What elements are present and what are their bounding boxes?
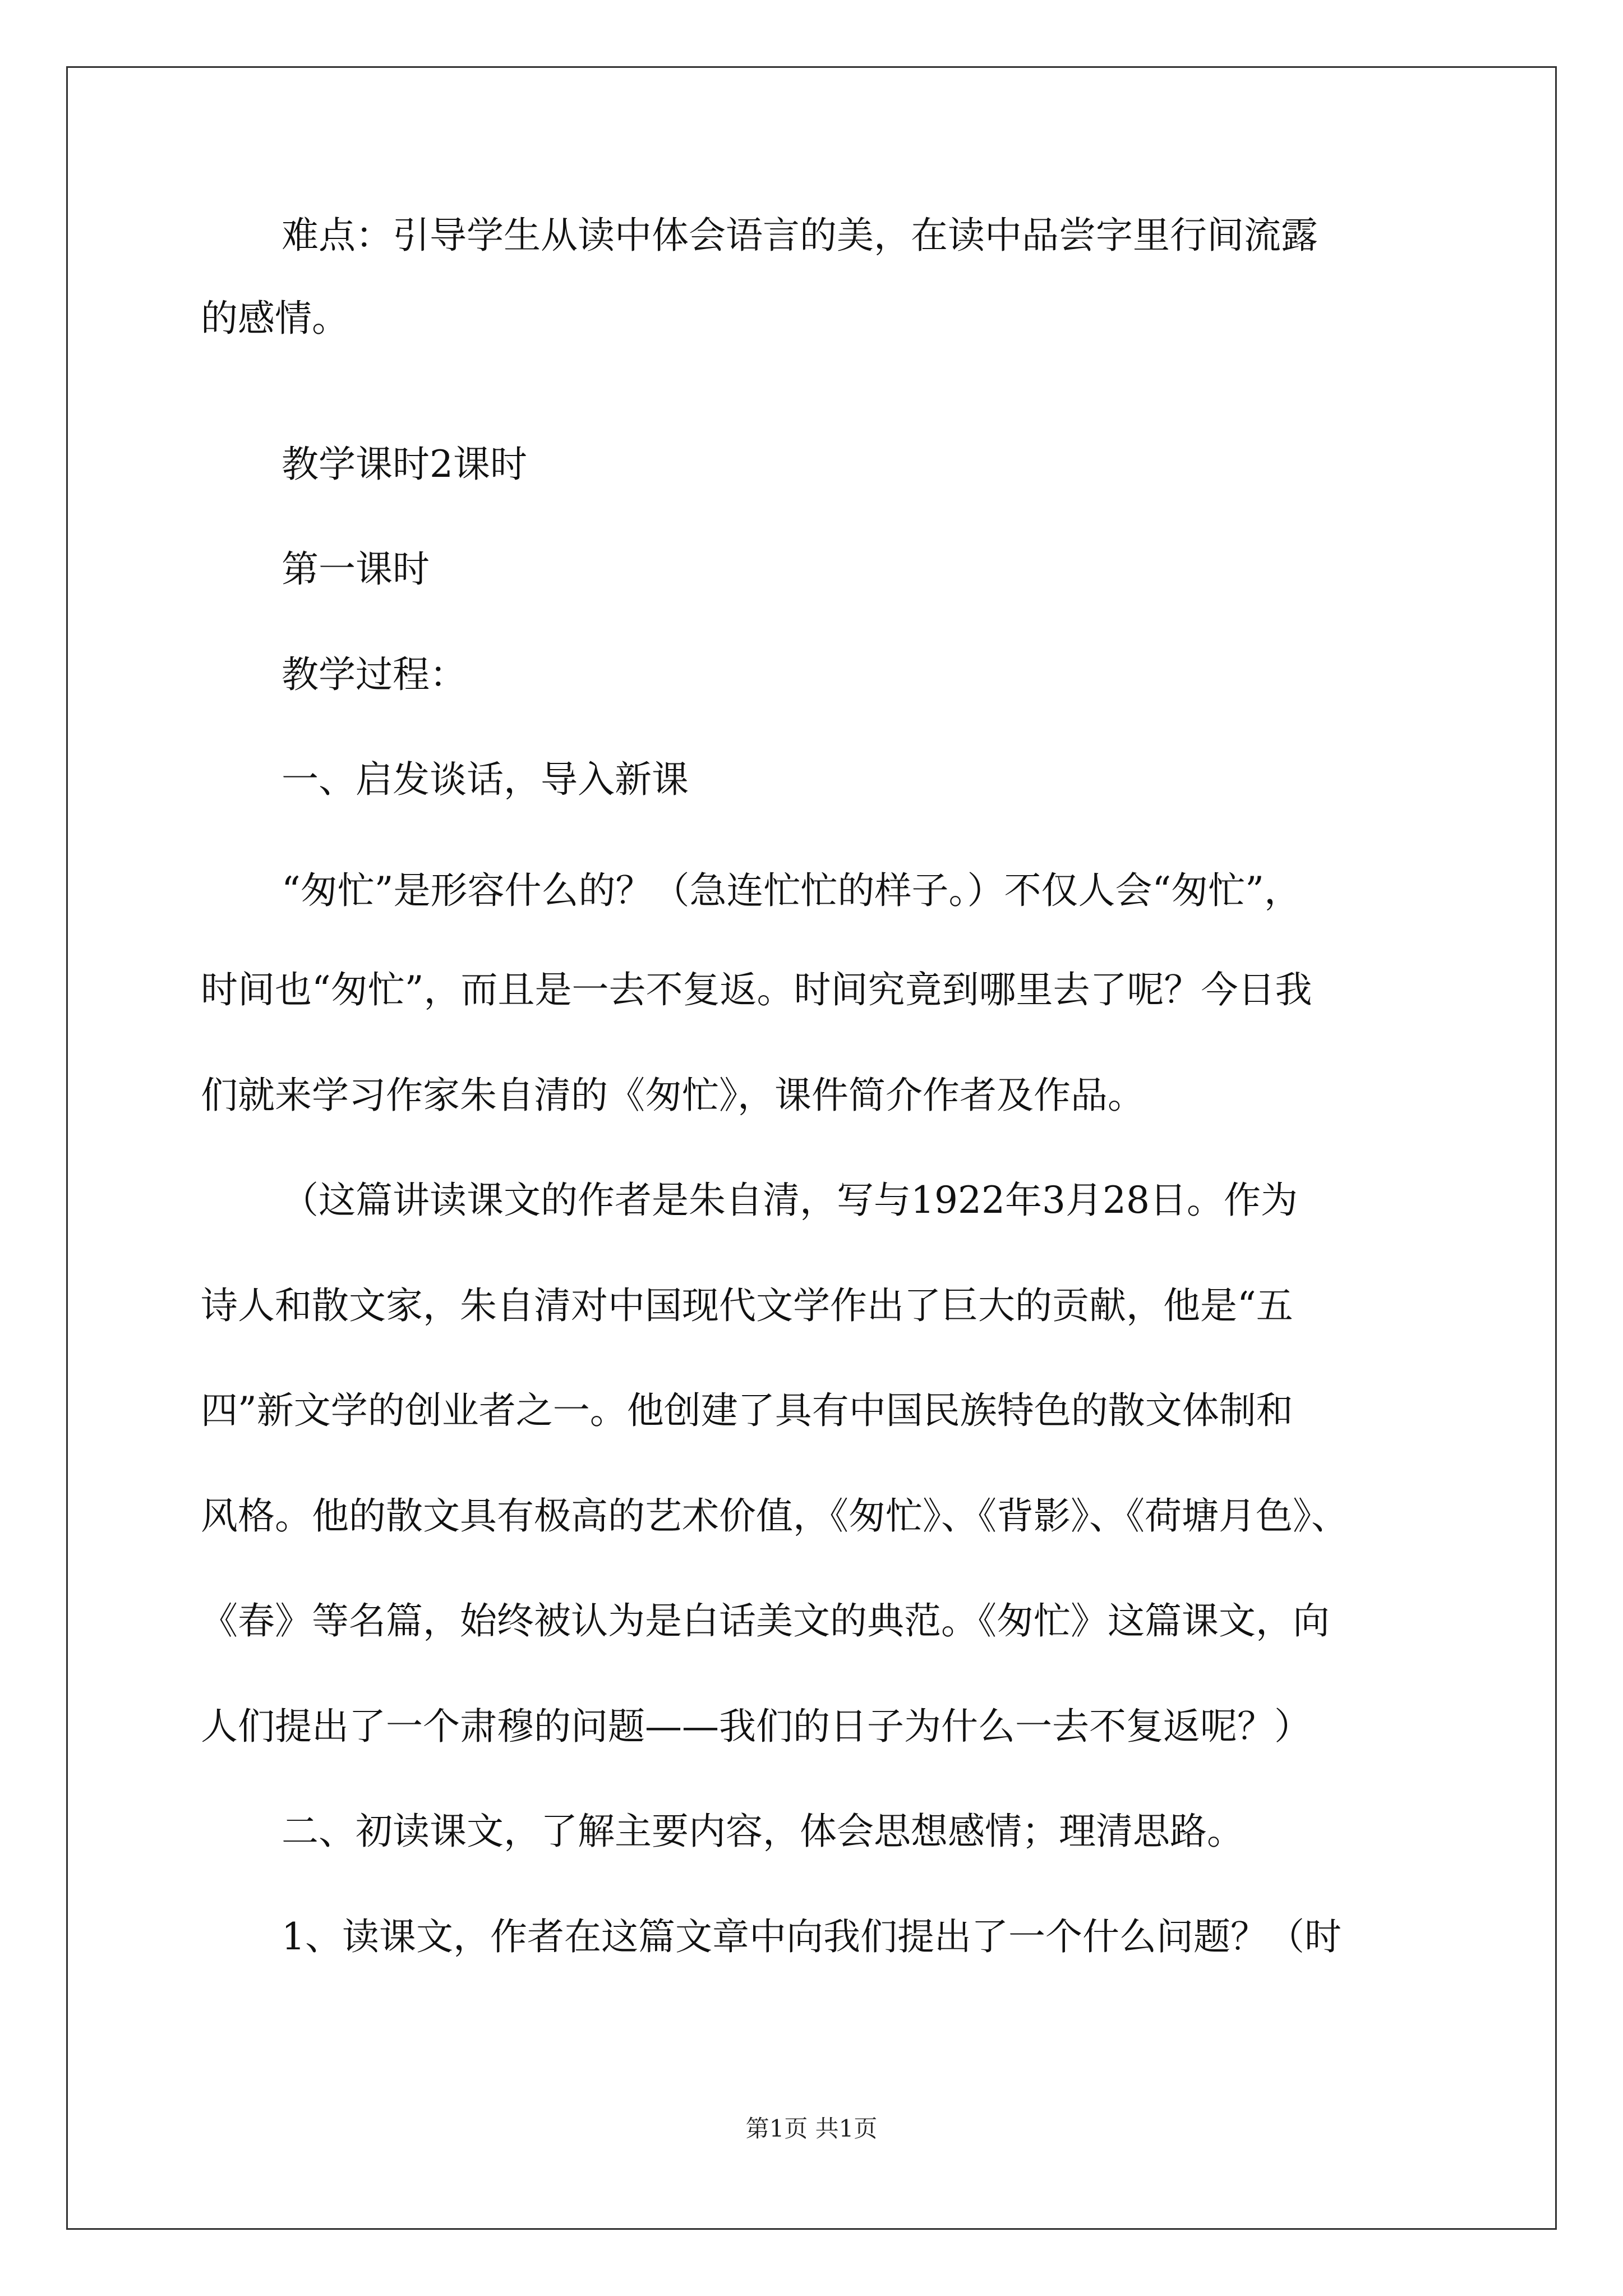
paragraph-line: 一、启发谈话，导入新课 [282,758,689,801]
paragraph-line: 1、读课文，作者在这篇文章中向我们提出了一个什么问题？（时 [282,1915,1341,1958]
paragraph-line: 《春》等名篇，始终被认为是白话美文的典范。《匆忙》这篇课文，向 [201,1599,1330,1642]
paragraph-line: 二、初读课文，了解主要内容，体会思想感情；理清思路。 [282,1810,1244,1853]
page-number-footer: 第1页 共1页 [745,2115,878,2142]
paragraph-line: 人们提出了一个肃穆的问题——我们的日子为什么一去不复返呢？） [201,1705,1311,1748]
paragraph-line: 诗人和散文家，朱自清对中国现代文学作出了巨大的贡献，他是“五 [201,1284,1293,1327]
paragraph-line: 教学课时2课时 [282,443,527,486]
paragraph-line: 时间也“匆忙”，而且是一去不复返。时间究竟到哪里去了呢？今日我 [201,968,1312,1011]
paragraph-line: 第一课时 [282,547,430,591]
paragraph-line: 教学过程： [282,653,467,696]
paragraph-line: 风格。他的散文具有极高的艺术价值，《匆忙》、《背影》、《荷塘月色》、 [201,1494,1348,1538]
paragraph-line: “匆忙”是形容什么的？（急连忙忙的样子。）不仅人会“匆忙”， [282,869,1301,912]
paragraph-line: 的感情。 [201,297,349,340]
page-border [66,66,1557,2230]
paragraph-line: 难点：引导学生从读中体会语言的美，在读中品尝字里行间流露 [282,214,1318,257]
paragraph-line: 四”新文学的创业者之一。他创建了具有中国民族特色的散文体制和 [201,1389,1293,1432]
paragraph-line: （这篇讲读课文的作者是朱自清，写与1922年3月28日。作为 [282,1179,1298,1222]
paragraph-line: 们就来学习作家朱自清的《匆忙》，课件简介作者及作品。 [201,1074,1145,1117]
